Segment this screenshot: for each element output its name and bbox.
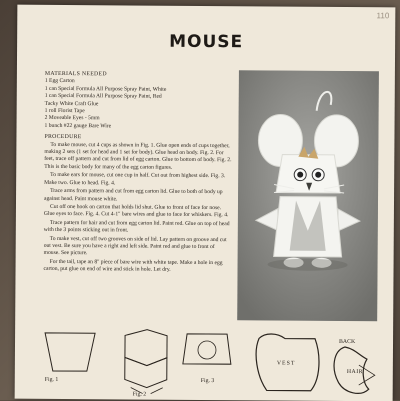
procedure-heading: PROCEDURE	[44, 134, 82, 141]
procedure-paragraph: To make vest, cut off two grooves on side of lid. Lay pattern on groove and cut out vest. Be sure you have a right and left side. Paint red and glue to front of mouse. See picture.	[43, 235, 227, 257]
materials-item: 1 Egg Carton	[44, 78, 75, 85]
materials-item: 1 can Special Formula All Purpose Spray Paint, Red	[44, 93, 162, 100]
procedure-paragraph: Trace arms from pattern and cut from egg carton lid. Glue to both of body up against head. Paint mouse white.	[44, 188, 223, 202]
procedure-paragraph: Trace pattern for hair and cut from egg carton lid. Paint red. Glue on top of head with the 3 points sticking out in front.	[43, 219, 230, 234]
procedure-paragraph: To make mouse, cut 4 cups as shown in Fig. 1. Glue open ends of cups together, making 2 sets (1 set for head and 1 set for body). Glue head on body. Fig. 2. For feet, trace off pattern and cut from lid of egg carton. Glue to bottom of body. Fig. 2. This is the basic body for many of the egg carton figures.	[44, 141, 232, 171]
procedure-paragraph: To make ears for mouse, cut one cup in half. Cut out from highest side. Fig. 3. Make two. Glue to head. Fig. 4.	[44, 172, 226, 187]
materials-heading: MATERIALS NEEDED	[44, 70, 107, 78]
page-number: 110	[376, 11, 390, 21]
fig2-label: Fig. 2	[132, 391, 147, 398]
instructions-column	[43, 71, 232, 276]
materials-list	[45, 78, 233, 131]
book-page	[15, 5, 396, 401]
vest-label: VEST	[276, 360, 296, 367]
pattern-drawings	[15, 323, 394, 401]
materials-item: 1 bunch #22 gauge Bare Wire	[44, 122, 112, 130]
fig3-label: Fig. 3	[200, 377, 215, 385]
page-title: MOUSE	[169, 31, 244, 53]
mouse-photo	[237, 70, 379, 321]
pattern-figures	[15, 323, 394, 401]
mouse-figure-illustration	[237, 70, 379, 321]
procedure-paragraph: For the tail, tape an 8" piece of bare wire with white tape. Make a hole in egg carton, put glue on end of wire and stick in hole. Let dry.	[43, 258, 223, 273]
materials-item: 1 can Special Formula All Purpose Spray Paint, White	[44, 85, 167, 93]
procedure-paragraph: Cut off one hook on carton that holds lid shut. Glue to front of face for nose. Glue eyes to face. Fig. 4. Cut 4-1" bare wires and glue to face for whiskers. Fig. 4.	[43, 203, 229, 219]
hair-label: HAIR	[346, 368, 364, 376]
fig1-label: Fig. 1	[44, 376, 59, 383]
back-label: BACK	[339, 338, 356, 346]
materials-item: Tacky White Craft Glue	[44, 100, 99, 107]
materials-item: 2 Moveable Eyes - 5mm	[44, 115, 100, 122]
materials-item: 1 roll Florist Tape	[44, 107, 85, 115]
